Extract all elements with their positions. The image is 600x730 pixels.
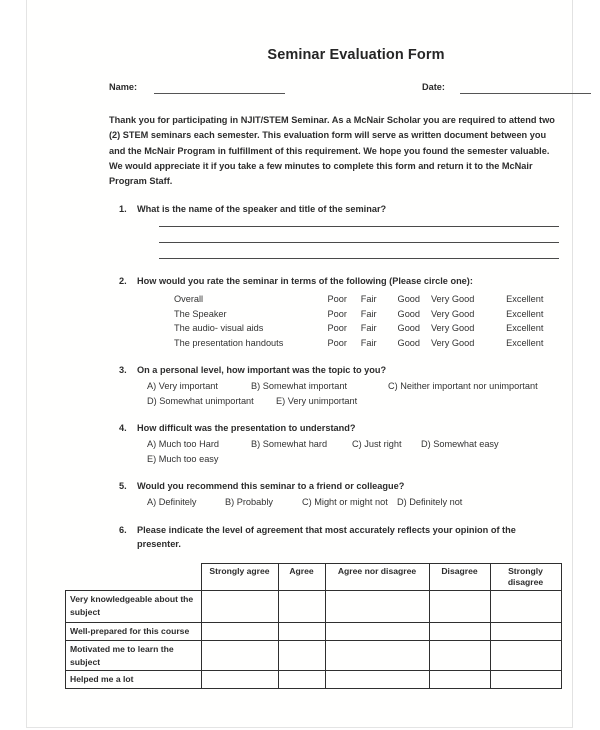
response-cell[interactable] — [490, 591, 561, 623]
rating-option-fair[interactable]: Fair — [360, 323, 377, 334]
rating-option-very-good[interactable]: Very Good — [430, 323, 475, 334]
column-header-strongly-agree: Strongly agree — [201, 564, 278, 591]
option-row — [147, 394, 565, 408]
agreement-table — [65, 563, 562, 689]
response-cell[interactable] — [278, 671, 325, 689]
response-cell[interactable] — [325, 641, 429, 671]
question-5 — [109, 479, 565, 509]
rating-option-fair[interactable]: Fair — [360, 308, 377, 319]
response-cell[interactable] — [201, 623, 278, 641]
option-a[interactable]: A) Much too Hard — [147, 439, 219, 450]
response-cell[interactable] — [490, 671, 561, 689]
question-4-number: 4. — [119, 423, 127, 434]
rating-option-excellent[interactable]: Excellent — [506, 323, 544, 334]
response-cell[interactable] — [429, 591, 490, 623]
option-e[interactable]: E) Very unimportant — [276, 395, 358, 406]
question-3-text: On a personal level, how important was the topic to you? — [137, 365, 387, 376]
option-c[interactable]: C) Might or might not — [302, 497, 388, 508]
row-label: Motivated me to learn the subject — [66, 641, 202, 671]
rating-option-poor[interactable]: Poor — [327, 308, 347, 319]
column-header-agree-nor-disagree: Agree nor disagree — [325, 564, 429, 591]
response-cell[interactable] — [325, 623, 429, 641]
response-cell[interactable] — [429, 671, 490, 689]
column-header-strongly-disagree: Strongly disagree — [490, 564, 561, 591]
rating-row — [174, 292, 565, 307]
rating-grid — [174, 292, 565, 350]
question-1-number: 1. — [119, 204, 127, 215]
row-label: Well-prepared for this course — [66, 623, 202, 641]
question-1-text: What is the name of the speaker and title of the seminar? — [137, 204, 387, 215]
answer-line[interactable] — [159, 258, 559, 259]
table-row — [66, 671, 562, 689]
question-6 — [70, 523, 565, 689]
rating-option-excellent[interactable]: Excellent — [506, 337, 544, 348]
response-cell[interactable] — [278, 623, 325, 641]
rating-row — [174, 336, 565, 351]
answer-line[interactable] — [159, 226, 559, 227]
agreement-table-wrap — [65, 563, 565, 689]
option-d[interactable]: D) Definitely not — [397, 497, 463, 508]
option-b[interactable]: B) Somewhat hard — [251, 439, 328, 450]
document-sheet — [26, 0, 573, 728]
response-cell[interactable] — [278, 591, 325, 623]
rating-item-label: Overall — [174, 294, 204, 305]
option-b[interactable]: B) Probably — [225, 497, 274, 508]
intro-paragraph: Thank you for participating in NJIT/STEM Seminar. As a McNair Scholar you are required to attend two (2) STEM seminars each semester. This evaluation form will serve as written document between you and the McNair Program in fulfillment of this requirement. We hope you found the semester valuable. We would appreciate it if you take a few minutes to complete this form and return it to the McNair Program Staff. — [109, 115, 555, 187]
response-cell[interactable] — [490, 623, 561, 641]
option-a[interactable]: A) Definitely — [147, 497, 197, 508]
name-input-rule[interactable] — [154, 93, 285, 94]
question-3-options — [147, 379, 565, 408]
rating-item-label: The audio- visual aids — [174, 323, 264, 334]
option-d[interactable]: D) Somewhat easy — [421, 439, 499, 450]
response-cell[interactable] — [278, 641, 325, 671]
rating-option-good[interactable]: Good — [397, 323, 421, 334]
option-row — [147, 495, 565, 509]
rating-option-very-good[interactable]: Very Good — [430, 294, 475, 305]
agreement-table-corner — [66, 564, 202, 591]
rating-option-poor[interactable]: Poor — [327, 337, 347, 348]
option-a[interactable]: A) Very important — [147, 381, 218, 392]
rating-option-fair[interactable]: Fair — [360, 337, 377, 348]
question-6-number: 6. — [119, 525, 127, 536]
option-row — [147, 379, 565, 393]
question-2-number: 2. — [119, 276, 127, 287]
page-title: Seminar Evaluation Form — [267, 47, 445, 63]
rating-option-excellent[interactable]: Excellent — [506, 294, 544, 305]
response-cell[interactable] — [429, 623, 490, 641]
rating-option-good[interactable]: Good — [397, 294, 421, 305]
question-2 — [109, 274, 565, 350]
rating-option-excellent[interactable]: Excellent — [506, 308, 544, 319]
option-c[interactable]: C) Just right — [352, 439, 402, 450]
question-6-text: Please indicate the level of agreement that most accurately reflects your opinion of the presenter. — [137, 525, 516, 550]
table-row — [66, 623, 562, 641]
rating-item-label: The Speaker — [174, 308, 227, 319]
date-input-rule[interactable] — [460, 93, 591, 94]
name-date-row — [109, 82, 565, 102]
rating-row — [174, 321, 565, 336]
row-label: Very knowledgeable about the subject — [66, 591, 202, 623]
question-3 — [109, 363, 565, 408]
table-row — [66, 641, 562, 671]
row-label: Helped me a lot — [66, 671, 202, 689]
answer-line[interactable] — [159, 242, 559, 243]
rating-option-good[interactable]: Good — [397, 337, 421, 348]
response-cell[interactable] — [201, 671, 278, 689]
table-row — [66, 591, 562, 623]
question-4 — [109, 421, 565, 466]
rating-option-poor[interactable]: Poor — [327, 294, 347, 305]
rating-option-very-good[interactable]: Very Good — [430, 337, 475, 348]
option-c[interactable]: C) Neither important nor unimportant — [388, 381, 538, 392]
response-cell[interactable] — [201, 641, 278, 671]
rating-option-very-good[interactable]: Very Good — [430, 308, 475, 319]
response-cell[interactable] — [429, 641, 490, 671]
column-header-agree: Agree — [278, 564, 325, 591]
response-cell[interactable] — [490, 641, 561, 671]
column-header-disagree: Disagree — [429, 564, 490, 591]
name-label: Name: — [109, 82, 138, 92]
rating-option-fair[interactable]: Fair — [360, 294, 377, 305]
rating-row — [174, 307, 565, 322]
question-5-number: 5. — [119, 481, 127, 492]
rating-option-good[interactable]: Good — [397, 308, 421, 319]
question-4-options — [147, 437, 565, 466]
question-2-text: How would you rate the seminar in terms of the following (Please circle one): — [137, 276, 473, 287]
question-4-text: How difficult was the presentation to understand? — [137, 423, 356, 434]
rating-option-poor[interactable]: Poor — [327, 323, 347, 334]
date-label: Date: — [422, 82, 445, 92]
question-1 — [109, 202, 565, 259]
response-cell[interactable] — [325, 671, 429, 689]
question-5-text: Would you recommend this seminar to a friend or colleague? — [137, 481, 405, 492]
option-b[interactable]: B) Somewhat important — [251, 381, 347, 392]
option-row — [147, 437, 565, 451]
option-d[interactable]: D) Somewhat unimportant — [147, 395, 254, 406]
question-5-options — [147, 495, 565, 509]
question-1-answer-lines — [137, 226, 565, 259]
form-content — [70, 0, 565, 689]
option-row — [147, 452, 565, 466]
response-cell[interactable] — [325, 591, 429, 623]
option-e[interactable]: E) Much too easy — [147, 453, 219, 464]
agreement-table-header-row — [66, 564, 562, 591]
question-3-number: 3. — [119, 365, 127, 376]
rating-item-label: The presentation handouts — [174, 337, 284, 348]
response-cell[interactable] — [201, 591, 278, 623]
